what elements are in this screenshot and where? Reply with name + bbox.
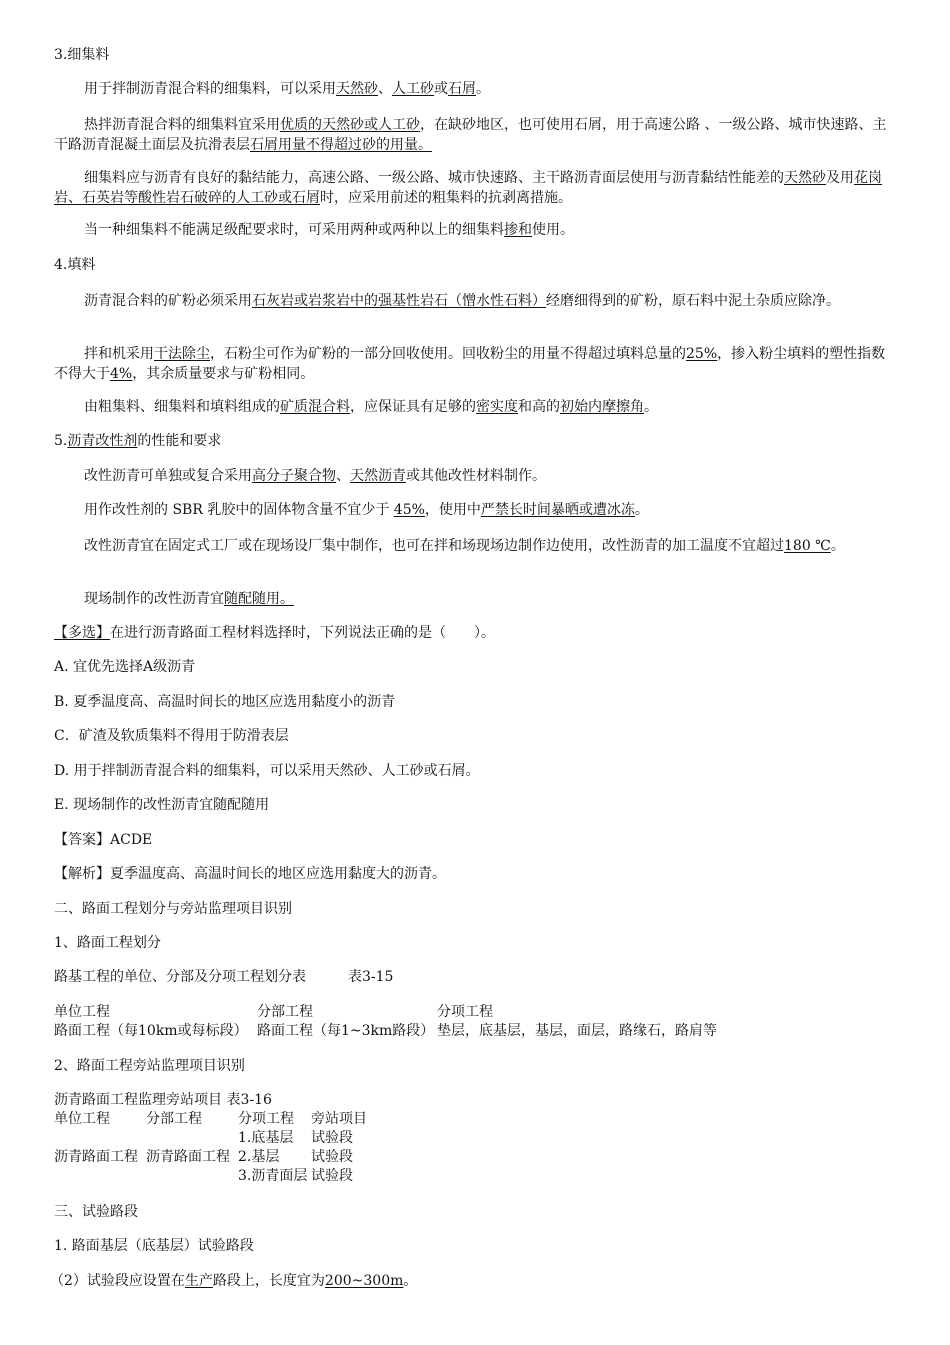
answer-line: 【答案】ACDE xyxy=(54,832,153,848)
table15-header-division: 分部工程 xyxy=(257,1004,313,1020)
table15-cell-division: 路面工程（每1~3km路段） xyxy=(257,1023,435,1039)
table16-cell-unit: 沥青路面工程 xyxy=(54,1149,138,1165)
option-b: B. 夏季温度高、高温时间长的地区应选用黏度小的沥青 xyxy=(54,694,396,710)
table15-header-unit: 单位工程 xyxy=(54,1004,110,1020)
paragraph-mineral-powder: 沥青混合料的矿粉必须采用石灰岩或岩浆岩中的强基性岩石（憎水性石料）经磨细得到的矿粉，原石料中泥土杂质应除净。 xyxy=(84,293,840,309)
paragraph-adhesion: 细集料应与沥青有良好的黏结能力，高速公路、一级公路、城市快速路、主干路沥青面层使用与沥青黏结性能差的天然砂及用花岗岩、石英岩等酸性岩石破碎的人工砂或石屑时，应采用前述的粗集料的抗剥离措施。 xyxy=(54,170,882,206)
option-c: C．矿渣及软质集料不得用于防滑表层 xyxy=(54,728,289,744)
part2-heading: 二、路面工程划分与旁站监理项目识别 xyxy=(54,901,292,917)
paragraph-blending: 当一种细集料不能满足级配要求时，可采用两种或两种以上的细集料掺和使用。 xyxy=(84,222,574,238)
table16-caption: 沥青路面工程监理旁站项目 表3-16 xyxy=(54,1092,272,1108)
table15-header-item: 分项工程 xyxy=(437,1004,493,1020)
section-heading-filler: 4.填料 xyxy=(54,257,96,273)
table16-item-3: 3.沥青面层 xyxy=(238,1168,308,1184)
paragraph-modified-asphalt-materials: 改性沥青可单独或复合采用高分子聚合物、天然沥青或其他改性材料制作。 xyxy=(84,468,546,484)
table16-header-site: 旁站项目 xyxy=(311,1111,367,1127)
part3-item2: （2）试验段应设置在生产路段上，长度宜为200~300m。 xyxy=(50,1273,418,1289)
paragraph-processing-temperature: 改性沥青宜在固定式工厂或在现场设厂集中制作，也可在拌和场现场边制作边使用，改性沥青的加工温度不宜超过180 ℃。 xyxy=(84,538,845,554)
option-d: D. 用于拌制沥青混合料的细集料，可以采用天然砂、人工砂或石屑。 xyxy=(54,763,480,779)
option-e: E. 现场制作的改性沥青宜随配随用 xyxy=(54,797,270,813)
paragraph-mineral-mixture: 由粗集料、细集料和填料组成的矿质混合料，应保证具有足够的密实度和高的初始内摩擦角。 xyxy=(84,399,658,415)
option-a: A. 宜优先选择A级沥青 xyxy=(54,659,196,675)
table16-header-division: 分部工程 xyxy=(146,1111,202,1127)
paragraph-on-site-preparation: 现场制作的改性沥青宜随配随用。 xyxy=(84,591,294,607)
table15-cell-items: 垫层，底基层，基层，面层，路缘石，路肩等 xyxy=(437,1023,717,1039)
paragraph-hot-mix-fine-aggregate: 热拌沥青混合料的细集料宜采用优质的天然砂或人工砂，在缺砂地区，也可使用石屑，用于高速公路 、一级公路、城市快速路、主干路沥青混凝土面层及抗滑表层石屑用量不得超过砂的用量。 xyxy=(54,117,887,153)
table16-site-3: 试验段 xyxy=(311,1168,353,1184)
table16-site-1: 试验段 xyxy=(311,1130,353,1146)
table16-header-unit: 单位工程 xyxy=(54,1111,110,1127)
table16-item-2: 2.基层 xyxy=(238,1149,280,1165)
part2-sub2: 2、路面工程旁站监理项目识别 xyxy=(54,1058,245,1074)
analysis-line: 【解析】夏季温度高、高温时间长的地区应选用黏度大的沥青。 xyxy=(54,866,446,882)
table16-header-item: 分项工程 xyxy=(238,1111,294,1127)
table16-item-1: 1.底基层 xyxy=(238,1130,294,1146)
section-heading-modifier: 5.沥青改性剂的性能和要求 xyxy=(54,433,222,449)
table16-cell-division: 沥青路面工程 xyxy=(146,1149,230,1165)
table15-caption: 路基工程的单位、分部及分项工程划分表 表3-15 xyxy=(54,969,394,985)
paragraph-sbr-latex: 用作改性剂的 SBR 乳胶中的固体物含量不宜少于 45%，使用中严禁长时间暴晒或遭冰冻。 xyxy=(84,502,649,518)
table15-cell-unit: 路面工程（每10km或每标段） xyxy=(54,1023,248,1039)
paragraph-fine-aggregate-source: 用于拌制沥青混合料的细集料，可以采用天然砂、人工砂或石屑。 xyxy=(84,81,490,97)
paragraph-dust-collection: 拌和机采用干法除尘，石粉尘可作为矿粉的一部分回收使用。回收粉尘的用量不得超过填料总量的25%，掺入粉尘填料的塑性指数不得大于4%，其余质量要求与矿粉相同。 xyxy=(54,346,886,382)
part3-heading: 三、试验路段 xyxy=(54,1204,138,1220)
table16-site-2: 试验段 xyxy=(311,1149,353,1165)
question-stem: 【多选】在进行沥青路面工程材料选择时，下列说法正确的是（ ）。 xyxy=(54,625,495,641)
part3-sub1: 1. 路面基层（底基层）试验路段 xyxy=(54,1238,254,1254)
question-tag: 【多选】 xyxy=(54,625,110,641)
part2-sub1: 1、路面工程划分 xyxy=(54,935,161,951)
section-heading-fine-aggregate: 3.细集料 xyxy=(54,47,110,63)
